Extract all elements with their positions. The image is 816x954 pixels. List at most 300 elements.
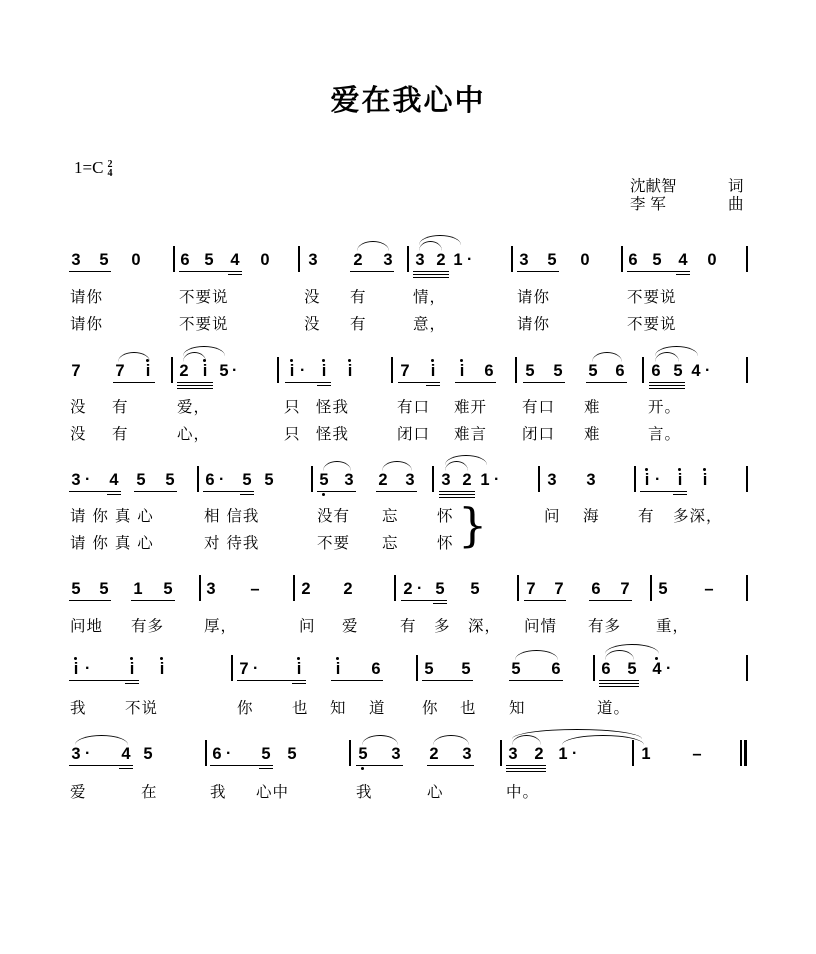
slur [655, 346, 698, 356]
lyric: 情， [413, 288, 447, 306]
lyricist-role: 词 [728, 177, 744, 195]
note: 0 [260, 251, 270, 269]
beam [177, 382, 213, 383]
dot-duration: · [85, 660, 91, 677]
beam [350, 271, 394, 272]
beam [676, 274, 690, 275]
note: 7 [71, 362, 81, 380]
note: 1 [558, 745, 568, 763]
note: 5 [673, 362, 683, 380]
beam [69, 271, 111, 272]
high-octave-dot [322, 359, 325, 362]
note: 3 [344, 471, 354, 489]
barline [311, 466, 313, 492]
note: i [321, 362, 327, 380]
note: 5 [136, 471, 146, 489]
lyric: 有 [350, 288, 367, 306]
lyric: 在 [141, 783, 158, 801]
note: 0 [131, 251, 141, 269]
slur [323, 461, 351, 471]
note: 6 [371, 660, 381, 678]
beam [673, 494, 687, 495]
beam [506, 765, 546, 766]
composer-name: 李 军 [630, 195, 666, 213]
beam [413, 277, 449, 278]
lyric: 不要 [317, 534, 351, 552]
barline [277, 357, 279, 383]
barline [642, 357, 644, 383]
lyric: 有 [350, 315, 367, 333]
barline [621, 246, 623, 272]
lyric: 请 你 真 心 [70, 534, 154, 552]
beam [439, 494, 475, 495]
note: 2 [436, 251, 446, 269]
lyric: 我 [70, 699, 87, 717]
lyric: 厚， [204, 617, 238, 635]
beam [433, 603, 447, 604]
slur [75, 735, 128, 745]
lyric: 没 [70, 398, 87, 416]
high-octave-dot [74, 657, 77, 660]
note: 0 [707, 251, 717, 269]
beam [210, 765, 273, 766]
lyric: 多 [434, 617, 451, 635]
barline [746, 655, 748, 681]
note: 4 [109, 471, 119, 489]
low-octave-dot [322, 493, 325, 496]
note: 2 [179, 362, 189, 380]
high-octave-dot [336, 657, 339, 660]
note: 2 [301, 580, 311, 598]
note: 5 [163, 580, 173, 598]
slur [183, 346, 225, 356]
beam [177, 385, 213, 386]
lyric: 对 待我 [204, 534, 260, 552]
time-signature [107, 160, 112, 178]
lyric: 海 [583, 507, 600, 525]
beam [649, 388, 685, 389]
note: – [250, 580, 260, 598]
lyric: 有口 [397, 398, 431, 416]
lyric: 心， [177, 425, 211, 443]
note: 5 [424, 660, 434, 678]
lyric: 问地 [70, 617, 104, 635]
lyric: 请你 [517, 288, 551, 306]
barline [511, 246, 513, 272]
lyric: 不要说 [627, 288, 677, 306]
note: 6 [205, 471, 215, 489]
slur [433, 735, 469, 745]
lyric: 我 [210, 783, 227, 801]
beam [455, 382, 496, 383]
lyric: 不要说 [627, 315, 677, 333]
high-octave-dot [348, 359, 351, 362]
lyric: 请你 [70, 288, 104, 306]
beam [413, 274, 449, 275]
lyric: 重， [656, 617, 690, 635]
barline [650, 575, 652, 601]
note: 5 [264, 471, 274, 489]
high-octave-dot [431, 359, 434, 362]
note: 7 [400, 362, 410, 380]
barline [632, 740, 634, 766]
beam [439, 491, 475, 492]
note: 5 [165, 471, 175, 489]
beam [179, 271, 242, 272]
note: 2 [353, 251, 363, 269]
lyric: 有 [400, 617, 417, 635]
note: 5 [99, 251, 109, 269]
beam [427, 765, 474, 766]
lyric: 有 [112, 398, 129, 416]
note: i [677, 471, 683, 489]
lyric: 有多 [588, 617, 622, 635]
lyric: 知 [330, 699, 347, 717]
note: 3 [441, 471, 451, 489]
lyric: 没 [304, 288, 321, 306]
high-octave-dot [297, 657, 300, 660]
note: 3 [383, 251, 393, 269]
lyric: 难开 [454, 398, 488, 416]
note: 6 [484, 362, 494, 380]
lyric: 心 [427, 783, 444, 801]
high-octave-dot [290, 359, 293, 362]
lyric: 问 [544, 507, 561, 525]
lyric: 中。 [506, 783, 540, 801]
lyric: 意， [413, 315, 447, 333]
barline [197, 466, 199, 492]
lyric: 闭口 [397, 425, 431, 443]
dot-duration: · [467, 251, 473, 268]
dot-duration: · [705, 362, 711, 379]
note: i [430, 362, 436, 380]
slur [362, 735, 398, 745]
barline [298, 246, 300, 272]
high-octave-dot [130, 657, 133, 660]
note: i [644, 471, 650, 489]
beam [107, 494, 121, 495]
note: i [159, 660, 165, 678]
note: – [704, 580, 714, 598]
lyric: 开。 [648, 398, 682, 416]
high-octave-dot [645, 468, 648, 471]
lyric: 道。 [597, 699, 631, 717]
note: 5 [204, 251, 214, 269]
beam [259, 768, 273, 769]
note: i [73, 660, 79, 678]
note: 5 [553, 362, 563, 380]
note: 3 [586, 471, 596, 489]
note: i [347, 362, 353, 380]
lyric: 不要说 [179, 288, 229, 306]
beam [627, 271, 690, 272]
beam [119, 768, 133, 769]
note: 6 [615, 362, 625, 380]
beam [69, 600, 111, 601]
dot-duration: · [572, 745, 578, 762]
song-title: 爱在我心中 [330, 83, 486, 117]
beam [599, 680, 639, 681]
beam [506, 768, 546, 769]
lyric: 深， [468, 617, 502, 635]
beam [649, 385, 685, 386]
dot-duration: · [655, 471, 661, 488]
beam [331, 680, 383, 681]
dot-duration: · [417, 580, 423, 597]
beam [413, 271, 449, 272]
beam [589, 600, 632, 601]
note: 2 [462, 471, 472, 489]
note: 3 [547, 471, 557, 489]
dot-duration: · [232, 362, 238, 379]
note: 5 [627, 660, 637, 678]
lyric: 有口 [522, 398, 556, 416]
lyric: 怀 [437, 534, 454, 552]
note: 5 [261, 745, 271, 763]
barline [171, 357, 173, 383]
lyric: 请 你 真 心 [70, 507, 154, 525]
lyric: 你 [422, 699, 439, 717]
beam [69, 680, 139, 681]
lyric: 没 [304, 315, 321, 333]
lyric: 难言 [454, 425, 488, 443]
lyric: 闭口 [522, 425, 556, 443]
dot-duration: · [85, 471, 91, 488]
note: 0 [580, 251, 590, 269]
lyric: 也 [460, 699, 477, 717]
note: 5 [588, 362, 598, 380]
note: 7 [115, 362, 125, 380]
lyric: 心中 [256, 783, 290, 801]
beam [69, 765, 133, 766]
lyric: 你 [237, 699, 254, 717]
barline [231, 655, 233, 681]
lyric: 问情 [524, 617, 558, 635]
note: i [335, 660, 341, 678]
low-octave-dot [361, 767, 364, 770]
note: 6 [180, 251, 190, 269]
lyric: 请你 [517, 315, 551, 333]
dot-duration: · [494, 471, 500, 488]
note: 1 [133, 580, 143, 598]
barline [199, 575, 201, 601]
note: 4 [691, 362, 701, 380]
beam [237, 680, 306, 681]
note: 5 [99, 580, 109, 598]
note: 1 [453, 251, 463, 269]
slur [118, 352, 150, 362]
lyric: 不要说 [179, 315, 229, 333]
beam [523, 382, 565, 383]
note: i [459, 362, 465, 380]
note: 3 [308, 251, 318, 269]
key-text: 1=C [74, 158, 104, 177]
beam [203, 491, 254, 492]
beam [517, 271, 559, 272]
note: 6 [651, 362, 661, 380]
note: 4 [678, 251, 688, 269]
note: 5 [219, 362, 229, 380]
note: i [296, 660, 302, 678]
note: 2 [378, 471, 388, 489]
lyric: 知 [509, 699, 526, 717]
barline [407, 246, 409, 272]
beam [586, 382, 627, 383]
dot-duration: · [226, 745, 232, 762]
dot-duration: · [666, 660, 672, 677]
lyric: 没 [70, 425, 87, 443]
beam [509, 680, 563, 681]
beam [228, 274, 242, 275]
note: 5 [658, 580, 668, 598]
beam [376, 491, 417, 492]
lyric: 有 [112, 425, 129, 443]
lyric: 难 [584, 425, 601, 443]
note: 5 [652, 251, 662, 269]
lyric: 只 [284, 398, 301, 416]
note: 3 [206, 580, 216, 598]
slur [419, 235, 461, 245]
lyric: 爱， [177, 398, 211, 416]
beam [640, 491, 687, 492]
barline [746, 575, 748, 601]
barline [205, 740, 207, 766]
beam [599, 683, 639, 684]
note: 6 [601, 660, 611, 678]
lyric: 忘 [382, 507, 399, 525]
note: 3 [405, 471, 415, 489]
lyric-brace: } [458, 498, 488, 552]
note: 3 [415, 251, 425, 269]
note: 3 [71, 745, 81, 763]
beam [401, 600, 447, 601]
note: 7 [620, 580, 630, 598]
lyric: 相 信我 [204, 507, 260, 525]
note: 5 [319, 471, 329, 489]
barline [432, 466, 434, 492]
beam [317, 385, 331, 386]
slur [592, 352, 622, 362]
beam [131, 600, 175, 601]
lyric: 忘 [382, 534, 399, 552]
note: 6 [551, 660, 561, 678]
note: i [289, 362, 295, 380]
beam [125, 683, 139, 684]
beam [356, 765, 403, 766]
lyric: 怪我 [316, 398, 350, 416]
lyric: 不说 [125, 699, 159, 717]
note: 5 [242, 471, 252, 489]
note: i [702, 471, 708, 489]
lyric: 爱 [342, 617, 359, 635]
composer-role: 曲 [728, 195, 744, 213]
beam [649, 382, 685, 383]
note: 4 [652, 660, 662, 678]
note: 5 [461, 660, 471, 678]
lyric: 道 [369, 699, 386, 717]
note: 5 [470, 580, 480, 598]
slur [445, 455, 487, 465]
lyricist-name: 沈献智 [630, 177, 677, 195]
note: 3 [71, 251, 81, 269]
beam [506, 771, 546, 772]
note: 2 [534, 745, 544, 763]
lyric: 也 [292, 699, 309, 717]
note: 5 [547, 251, 557, 269]
note: 4 [230, 251, 240, 269]
lyric: 怀 [437, 507, 454, 525]
note: 5 [287, 745, 297, 763]
key-signature [74, 158, 112, 178]
note: 7 [554, 580, 564, 598]
lyric: 有多 [131, 617, 165, 635]
lyric: 只 [284, 425, 301, 443]
barline [349, 740, 351, 766]
beam [292, 683, 306, 684]
barline [394, 575, 396, 601]
barline [173, 246, 175, 272]
dot-duration: · [219, 471, 225, 488]
note: 4 [121, 745, 131, 763]
barline [515, 357, 517, 383]
note: i [129, 660, 135, 678]
beam [134, 491, 177, 492]
high-octave-dot [160, 657, 163, 660]
note: 5 [358, 745, 368, 763]
note: 3 [508, 745, 518, 763]
note: 3 [71, 471, 81, 489]
lyric: 没有 [317, 507, 351, 525]
beam [524, 600, 566, 601]
beam [599, 686, 639, 687]
high-octave-dot [460, 359, 463, 362]
lyric: 怪我 [316, 425, 350, 443]
high-octave-dot [703, 468, 706, 471]
note: 1 [480, 471, 490, 489]
lyric: 多深， [673, 507, 723, 525]
note: 5 [143, 745, 153, 763]
beam [426, 385, 440, 386]
beam [285, 382, 331, 383]
lyric: 我 [356, 783, 373, 801]
lyric: 难 [584, 398, 601, 416]
barline [293, 575, 295, 601]
note: 5 [511, 660, 521, 678]
note: 1 [641, 745, 651, 763]
note: – [692, 745, 702, 763]
note: 7 [239, 660, 249, 678]
lyric: 爱 [70, 783, 87, 801]
dot-duration: · [300, 362, 306, 379]
note: 2 [429, 745, 439, 763]
note: 6 [591, 580, 601, 598]
final-barline-thick [744, 740, 747, 766]
lyric: 请你 [70, 315, 104, 333]
barline [391, 357, 393, 383]
slur [605, 644, 659, 654]
barline [746, 357, 748, 383]
note: 3 [519, 251, 529, 269]
beam [317, 491, 356, 492]
note: 2 [343, 580, 353, 598]
barline [416, 655, 418, 681]
high-octave-dot [678, 468, 681, 471]
note: 2 [403, 580, 413, 598]
lyric: 言。 [648, 425, 682, 443]
slur [357, 241, 389, 251]
note: 5 [435, 580, 445, 598]
final-barline-thin [740, 740, 742, 766]
